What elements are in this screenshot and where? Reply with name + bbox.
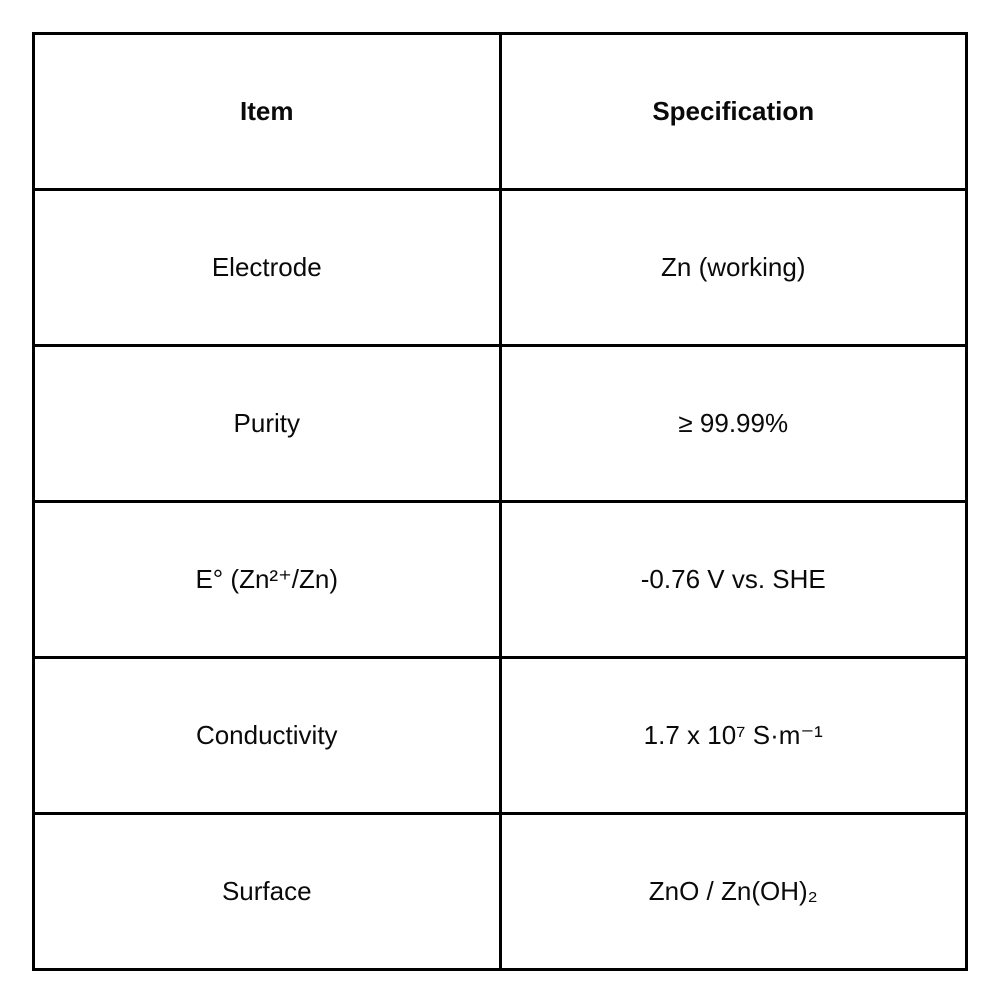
spec-table-header [34, 34, 967, 190]
table-row [34, 346, 967, 502]
cell-item: Electrode [34, 190, 501, 346]
table-row [34, 502, 967, 658]
spec-table-body [34, 190, 967, 970]
cell-specification: ZnO / Zn(OH)₂ [500, 814, 967, 970]
header-row [34, 34, 967, 190]
column-header-item: Item [34, 34, 501, 190]
cell-specification: 1.7 x 10⁷ S·m⁻¹ [500, 658, 967, 814]
table-row [34, 190, 967, 346]
cell-specification: -0.76 V vs. SHE [500, 502, 967, 658]
spec-table [32, 32, 968, 971]
cell-item: E° (Zn²⁺/Zn) [34, 502, 501, 658]
cell-item: Conductivity [34, 658, 501, 814]
table-row [34, 814, 967, 970]
cell-specification: Zn (working) [500, 190, 967, 346]
cell-item: Surface [34, 814, 501, 970]
cell-specification: ≥ 99.99% [500, 346, 967, 502]
table-row [34, 658, 967, 814]
cell-item: Purity [34, 346, 501, 502]
column-header-specification: Specification [500, 34, 967, 190]
